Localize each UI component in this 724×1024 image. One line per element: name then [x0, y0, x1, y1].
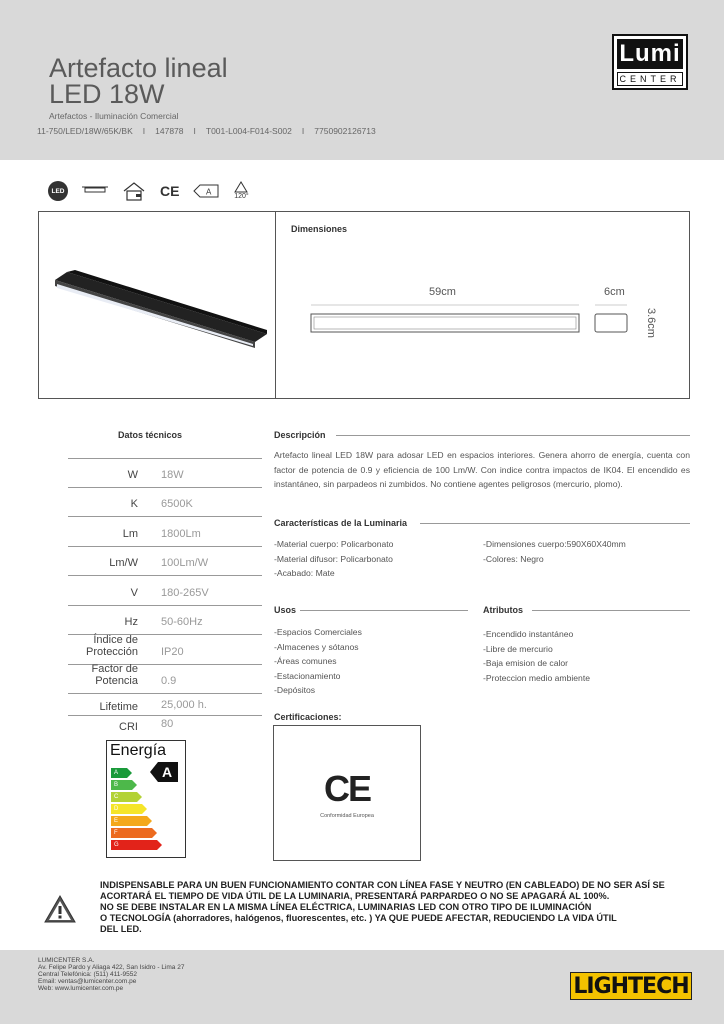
spec-value: 50-60Hz — [161, 616, 203, 628]
description-title: Descripción — [274, 430, 326, 440]
footer — [0, 950, 724, 1024]
height-label: 3.6cm — [645, 308, 657, 338]
section-rule — [532, 610, 690, 611]
product-dimensions-panel — [38, 211, 690, 399]
list-item: -Dimensiones cuerpo:590X60X40mm — [483, 539, 626, 549]
logo-lumi-text: Lumi — [617, 39, 683, 69]
spec-value: IP20 — [161, 645, 184, 658]
company-web[interactable]: Web: www.lumicenter.com.pe — [38, 985, 124, 992]
spec-key: V — [130, 586, 138, 599]
product-image — [47, 262, 271, 352]
lightech-logo: LIGHTECH — [570, 972, 692, 1000]
warning-line: O TECNOLOGÍA (ahorradores, halógenos, fluorescentes, etc. ) YA QUE PUEDE AFECTAR, REDUCIENDO LA VIDA ÚTIL — [100, 913, 617, 923]
title-line-2: LED 18W — [49, 79, 165, 109]
spec-value: 1800Lm — [161, 527, 201, 540]
features-title: Características de la Luminaria — [274, 518, 408, 528]
company-address: Av. Felipe Pardo y Aliaga 422, San Isidro - Lima 27 — [38, 964, 185, 971]
barcode-number: 7750902126713 — [314, 126, 376, 136]
spec-key: Lifetime — [99, 701, 138, 713]
list-item: -Material difusor: Policarbonato — [274, 553, 393, 564]
list-item: -Baja emision de calor — [483, 658, 569, 668]
surface-mount-icon — [82, 184, 108, 198]
energy-label — [106, 740, 186, 858]
spec-key: Factor de Potencia — [91, 663, 138, 687]
warning-line: INDISPENSABLE PARA UN BUEN FUNCIONAMIENTO CONTAR CON LÍNEA FASE Y NEUTRO (EN CABLEADO) DE NO SER ASÍ SE — [100, 880, 665, 890]
spec-value: 180-265V — [161, 586, 209, 599]
lumicenter-logo — [612, 34, 688, 90]
spec-value: 80 — [161, 718, 174, 730]
spec-key: W — [127, 468, 138, 481]
table-row — [68, 547, 262, 577]
section-rule — [300, 610, 468, 611]
table-row — [68, 517, 262, 547]
uses-title: Usos — [274, 605, 297, 615]
energy-class-bar: E — [111, 816, 147, 826]
energy-class-bar: B — [111, 780, 132, 790]
sku-code: 147878 — [155, 126, 184, 136]
ce-mark: CE — [324, 768, 371, 809]
reference-code: T001-L004-F014-S002 — [205, 126, 292, 136]
svg-text:A: A — [162, 764, 173, 780]
table-row — [68, 458, 262, 488]
installation-warning — [100, 880, 700, 935]
table-row — [68, 606, 262, 636]
spec-value: 100Lm/W — [161, 557, 209, 569]
list-item: -Almacenes y sótanos — [274, 641, 359, 652]
certification-box — [273, 725, 421, 861]
energy-class-icon — [193, 184, 219, 198]
list-item: -Depósitos — [274, 685, 316, 695]
uses-list — [274, 625, 362, 698]
warning-icon — [44, 894, 76, 924]
title-line-1: Artefacto lineal — [49, 53, 228, 83]
indoor-use-icon — [122, 181, 146, 201]
list-item: -Áreas comunes — [274, 656, 337, 666]
header — [0, 0, 724, 160]
product-codes — [37, 126, 376, 136]
energy-class-bar: D — [111, 804, 142, 814]
warning-line: ACORTARÁ EL TIEMPO DE VIDA ÚTIL DE LA LUMINARIA, PRESENTARÁ PARPARDEO O NO SE APAGARÁ AL 100%. — [100, 891, 610, 901]
spec-key: Lm — [122, 527, 138, 540]
code-separator: I — [142, 126, 146, 136]
description-text: Artefacto lineal LED 18W para adosar LED en espacios interiores. Genera ahorro de energía, cuenta con factor de potencia de 0.9 y eficiencia de 100 Lm/W. Con indice contra impactos de IK04. El encendido es instantáneo, sin parpadeos ni zumbidos. No contiene agentes peligrosos (mercurio, plomo). — [274, 450, 690, 489]
warning-line: NO SE DEBE INSTALAR EN LA MISMA LÍNEA ELÉCTRICA, LUMINARIAS LED CON OTRO TIPO DE ILUMINACIÓN — [100, 902, 592, 912]
panel-divider — [275, 212, 276, 398]
warning-line: DEL LED. — [100, 924, 142, 934]
code-separator: I — [193, 126, 196, 136]
table-row — [68, 694, 262, 716]
model-code: 11-750/LED/18W/65K/BK — [37, 126, 133, 136]
ce-icon: CE — [160, 183, 180, 199]
width-label: 6cm — [604, 286, 625, 298]
spec-key: Índice de Protección — [86, 633, 138, 658]
table-row — [68, 488, 262, 518]
energy-class-bar: F — [111, 828, 152, 838]
spec-key: CRI — [119, 721, 138, 733]
product-title — [49, 55, 228, 107]
features-list-right — [483, 537, 626, 566]
energy-class-bar: A — [111, 768, 127, 778]
list-item: -Colores: Negro — [483, 553, 544, 564]
list-item: -Material cuerpo: Policarbonato — [274, 539, 394, 549]
dimensions-title: Dimensiones — [291, 224, 348, 234]
spec-value: 18W — [161, 468, 184, 481]
logo-center-text: CENTER — [617, 72, 683, 86]
table-row — [68, 635, 262, 665]
category-subtitle: Artefactos - Iluminación Comercial — [49, 111, 179, 121]
list-item: -Libre de mercurio — [483, 643, 553, 654]
spec-value: 0.9 — [161, 675, 177, 687]
list-item: -Espacios Comerciales — [274, 627, 362, 637]
attributes-list — [483, 627, 590, 685]
table-row — [68, 576, 262, 606]
energy-rating-arrow — [150, 762, 178, 782]
dimension-drawing — [309, 302, 639, 342]
spec-key: Lm/W — [109, 557, 138, 569]
beam-angle-icon — [233, 181, 249, 201]
table-row — [68, 716, 262, 736]
ce-label: Conformidad Europea — [320, 813, 374, 819]
spec-icons-row — [48, 176, 249, 206]
energy-title: Energía — [110, 742, 167, 759]
list-item: -Encendido instantáneo — [483, 629, 574, 639]
list-item: -Acabado: Mate — [274, 568, 335, 578]
spec-key: Hz — [124, 616, 138, 628]
length-label: 59cm — [429, 286, 456, 298]
section-rule — [420, 523, 690, 524]
spec-value: 25,000 h. — [161, 699, 207, 711]
code-separator: I — [301, 126, 305, 136]
table-row — [68, 665, 262, 695]
svg-text:A: A — [206, 187, 212, 197]
list-item: -Estacionamiento — [274, 670, 341, 681]
company-info — [38, 957, 184, 992]
technical-data-title: Datos técnicos — [118, 430, 183, 440]
features-list-left — [274, 537, 393, 581]
attributes-title: Atributos — [483, 605, 523, 615]
list-item: -Proteccion medio ambiente — [483, 672, 590, 683]
company-phone: Central Telefónica: (511) 411-9552 — [38, 971, 138, 978]
spec-key: K — [130, 498, 138, 510]
spec-value: 6500K — [161, 498, 193, 510]
energy-class-bar: C — [111, 792, 137, 802]
company-email[interactable]: Email: ventas@lumicenter.com.pe — [38, 978, 137, 985]
beam-angle-label: 120° — [234, 193, 249, 200]
led-icon: LED — [48, 181, 68, 201]
technical-data-table — [68, 458, 262, 736]
energy-class-bar: G — [111, 840, 157, 850]
certifications-title: Certificaciones: — [274, 712, 342, 722]
company-name: LUMICENTER S.A. — [38, 957, 95, 964]
section-rule — [336, 435, 690, 436]
